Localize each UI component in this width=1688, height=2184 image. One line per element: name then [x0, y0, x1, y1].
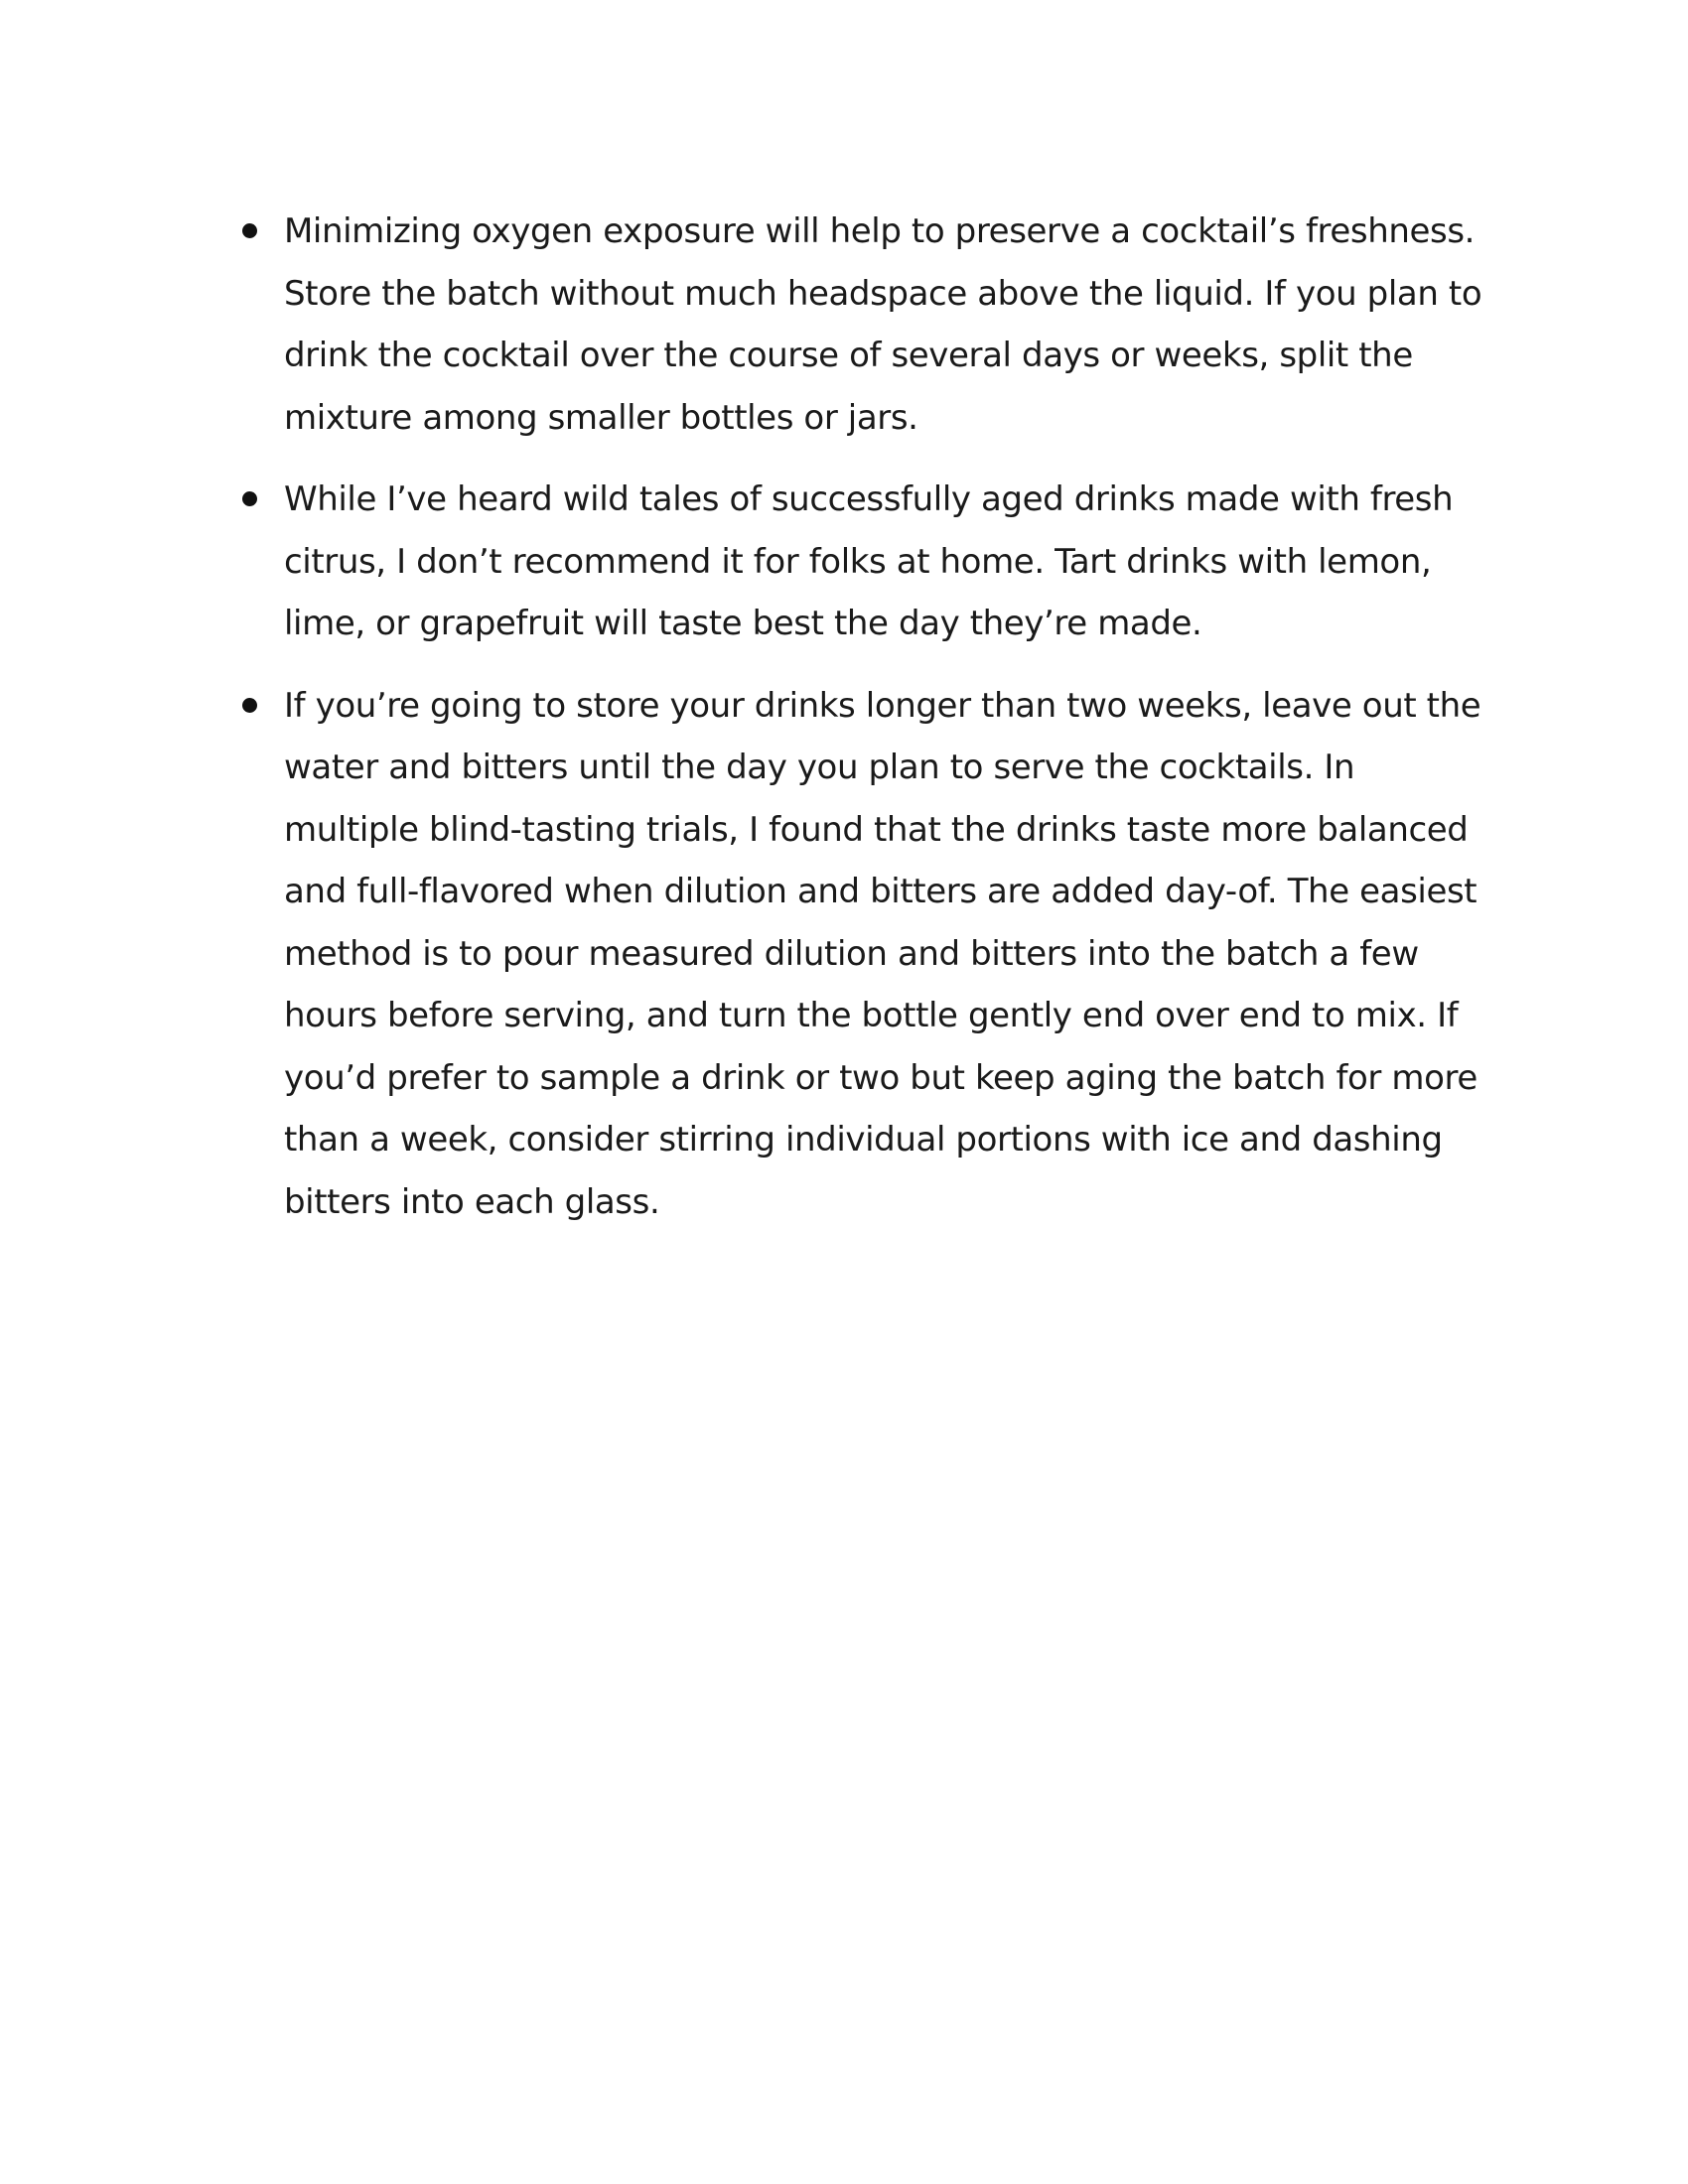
list-item: [231, 201, 1492, 449]
bullet-text: Minimizing oxygen exposure will help to preserve a cocktail’s freshness. Store the batch without much headspace above the liquid. If you plan to drink the cocktail over the course of several days or weeks, split the mixture among smaller bottles or jars.: [284, 211, 1482, 438]
bullet-icon: [242, 223, 257, 238]
bullet-icon: [242, 491, 257, 506]
list-item: [231, 675, 1492, 1234]
list-item: [231, 469, 1492, 655]
bullet-text: If you’re going to store your drinks longer than two weeks, leave out the water and bitters until the day you plan to serve the cocktails. In multiple blind-tasting trials, I found that the drinks taste more balanced and full-flavored when dilution and bitters are added day-of. The easiest method is to pour measured dilution and bitters into the batch a few hours before serving, and turn the bottle gently end over end to mix. If you’d prefer to sample a drink or two but keep aging the batch for more than a week, consider stirring individual portions with ice and dashing bitters into each glass.: [284, 685, 1481, 1222]
bullet-icon: [242, 698, 257, 713]
bullet-list: [231, 201, 1492, 1253]
bullet-text: While I’ve heard wild tales of successfully aged drinks made with fresh citrus, I don’t recommend it for folks at home. Tart drinks with lemon, lime, or grapefruit will taste best the day they’re made.: [284, 479, 1454, 643]
